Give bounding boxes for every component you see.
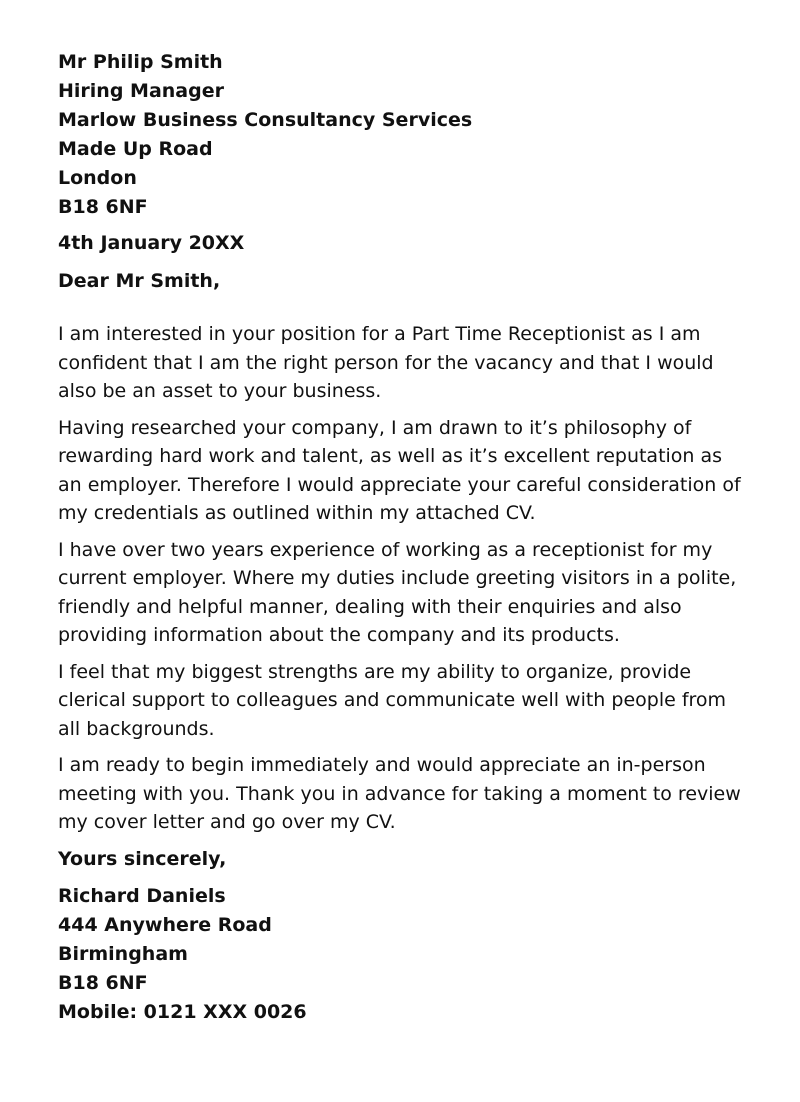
paragraph-line: current employer. Where my duties include greeting visitors in a polite,	[58, 567, 737, 589]
recipient-city: London	[58, 167, 137, 189]
paragraph-line: my cover letter and go over my CV.	[58, 811, 396, 833]
letter-date: 4th January 20XX	[58, 232, 245, 254]
recipient-street: Made Up Road	[58, 138, 213, 160]
paragraph-line: I am interested in your position for a Part Time Receptionist as I am	[58, 323, 701, 345]
paragraph-line: rewarding hard work and talent, as well as it’s excellent reputation as	[58, 445, 723, 467]
sender-name: Richard Daniels	[58, 884, 226, 907]
sender-city: Birmingham	[58, 942, 188, 965]
paragraph-line: my credentials as outlined within my attached CV.	[58, 502, 536, 524]
paragraph-line: I am ready to begin immediately and would appreciate an in-person	[58, 754, 706, 776]
recipient-company: Marlow Business Consultancy Services	[58, 109, 473, 131]
recipient-name: Mr Philip Smith	[58, 51, 223, 73]
salutation: Dear Mr Smith,	[58, 270, 221, 292]
letter-body	[58, 320, 758, 837]
paragraph-line: clerical support to colleagues and communicate well with people from	[58, 689, 727, 711]
paragraph-line: all backgrounds.	[58, 717, 215, 740]
paragraph	[58, 658, 758, 744]
sender-street: 444 Anywhere Road	[58, 913, 272, 936]
paragraph-line: I have over two years experience of working as a receptionist for my	[58, 538, 713, 561]
recipient-postcode: B18 6NF	[58, 196, 148, 218]
recipient-address	[58, 48, 758, 222]
closing: Yours sincerely,	[58, 847, 227, 870]
paragraph-line: providing information about the company and its products.	[58, 624, 620, 646]
sender-phone: Mobile: 0121 XXX 0026	[58, 1000, 307, 1023]
paragraph-line: friendly and helpful manner, dealing with their enquiries and also	[58, 595, 682, 618]
paragraph-line: Having researched your company, I am drawn to it’s philosophy of	[58, 416, 692, 439]
sender-postcode: B18 6NF	[58, 971, 148, 994]
paragraph-line: meeting with you. Thank you in advance for taking a moment to review	[58, 782, 741, 805]
sender-address	[58, 882, 758, 1027]
cover-letter	[58, 48, 758, 1027]
paragraph	[58, 751, 758, 837]
paragraph-line: also be an asset to your business.	[58, 380, 382, 402]
recipient-title: Hiring Manager	[58, 80, 224, 102]
paragraph-line: I feel that my biggest strengths are my ability to organize, provide	[58, 660, 692, 683]
paragraph	[58, 536, 758, 650]
paragraph	[58, 320, 758, 406]
paragraph-line: an employer. Therefore I would appreciate your careful consideration of	[58, 473, 741, 496]
paragraph	[58, 414, 758, 528]
paragraph-line: confident that I am the right person for the vacancy and that I would	[58, 351, 714, 374]
